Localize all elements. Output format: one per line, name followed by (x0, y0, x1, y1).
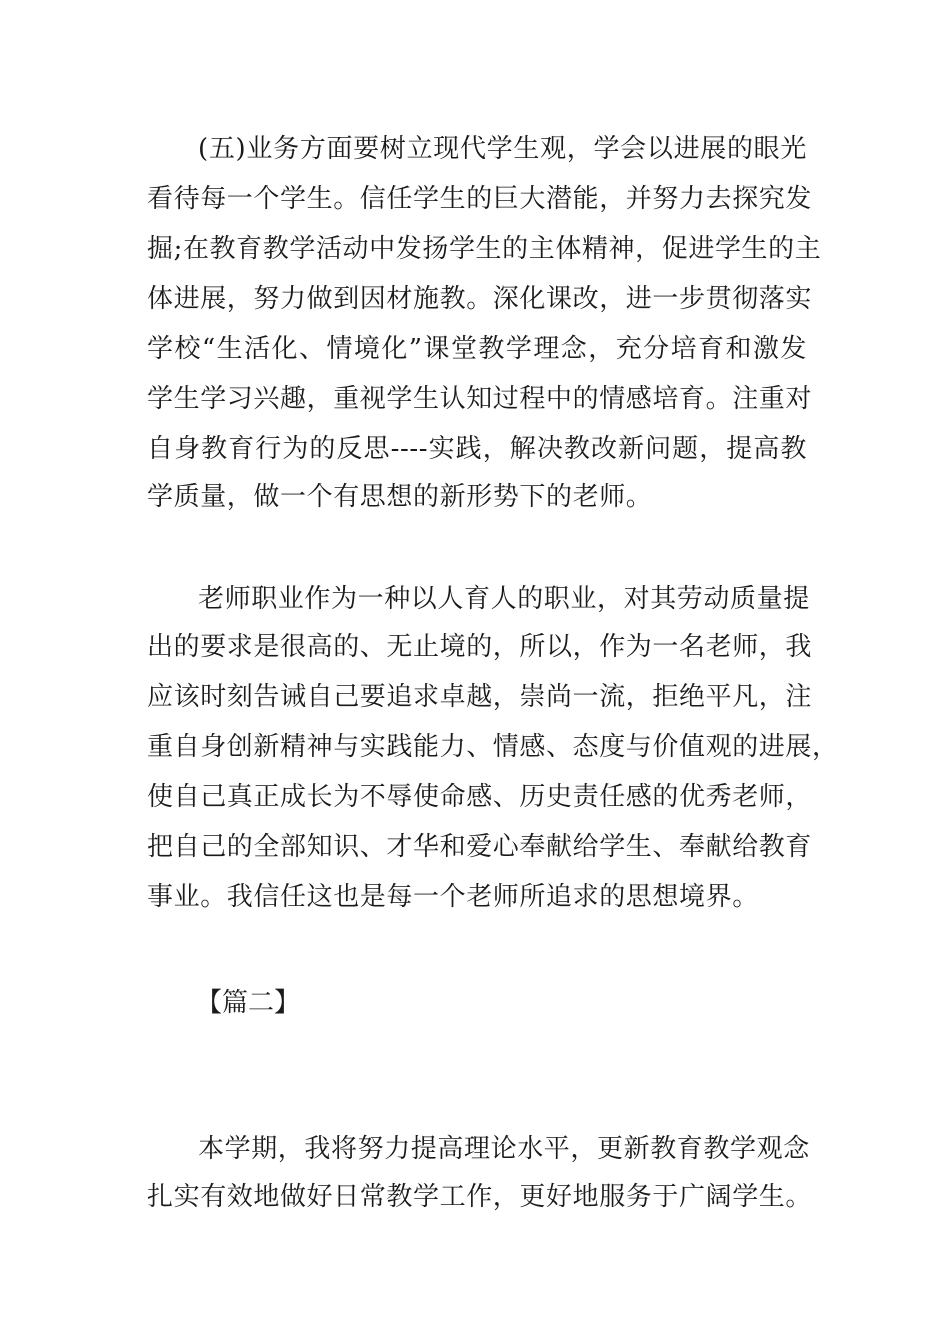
paragraph-line: 老师职业作为一种以人育人的职业，对其劳动质量提 (198, 584, 810, 614)
paragraph-line: (五)业务方面要树立现代学生观，学会以进展的眼光 (198, 134, 807, 164)
paragraph-line: 把自己的全部知识、才华和爱心奉献给学生、奉献给教育 (147, 832, 813, 862)
paragraph-line: 使自己真正成长为不辱使命感、历史责任感的优秀老师， (147, 782, 813, 812)
section-heading: 【篇二】 (196, 988, 301, 1018)
paragraph-line: 体进展，努力做到因材施教。深化课改，进一步贯彻落实 (147, 284, 813, 314)
paragraph-line: 掘;在教育教学活动中发扬学生的主体精神，促进学生的主 (147, 234, 822, 264)
paragraph-line: 本学期，我将努力提高理论水平，更新教育教学观念 (198, 1134, 810, 1164)
paragraph-line: 学校“生活化、情境化”课堂教学理念，充分培育和激发 (147, 334, 807, 364)
paragraph-line: 学质量，做一个有思想的新形势下的老师。 (147, 482, 653, 512)
paragraph-line: 事业。我信任这也是每一个老师所追求的思想境界。 (147, 882, 759, 912)
paragraph-line: 应该时刻告诫自己要追求卓越，崇尚一流，拒绝平凡，注 (147, 682, 813, 712)
paragraph-line: 自身教育行为的反思----实践，解决教改新问题，提高教 (147, 434, 807, 464)
paragraph-line: 重自身创新精神与实践能力、情感、态度与价值观的进展， (147, 732, 839, 762)
paragraph-line: 扎实有效地做好日常教学工作，更好地服务于广阔学生。 (147, 1182, 813, 1212)
paragraph-line: 出的要求是很高的、无止境的，所以，作为一名老师，我 (147, 632, 813, 662)
paragraph-line: 学生学习兴趣，重视学生认知过程中的情感培育。注重对 (147, 384, 813, 414)
paragraph-line: 看待每一个学生。信任学生的巨大潜能，并努力去探究发 (147, 184, 813, 214)
